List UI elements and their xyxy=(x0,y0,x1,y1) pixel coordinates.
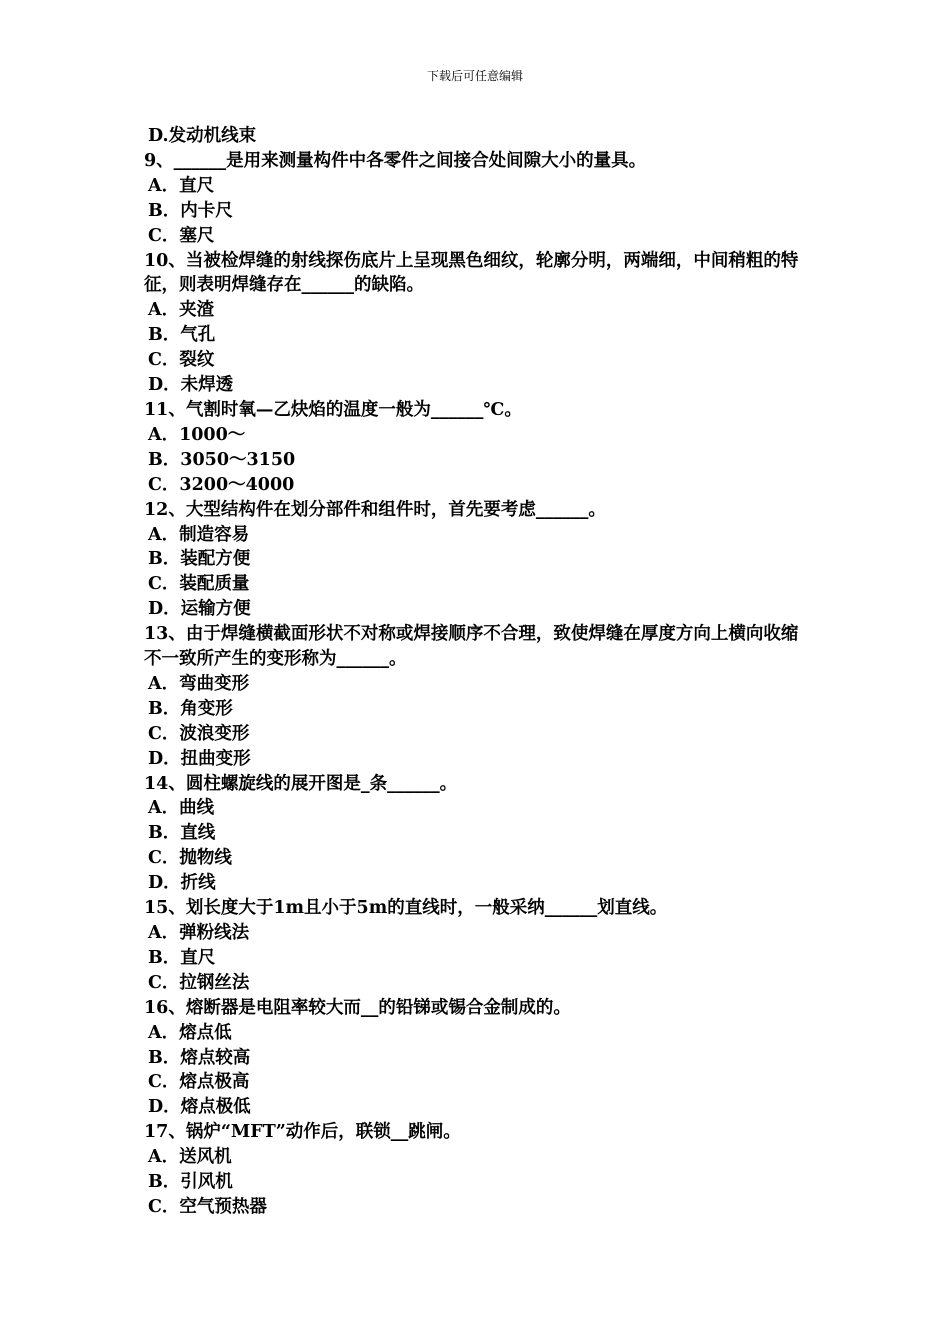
answer-option: C．空气预热器 xyxy=(148,1196,267,1217)
answer-option: B．直尺 xyxy=(148,947,216,968)
question-text: 11、气割时氧—乙炔焰的温度一般为______℃。 xyxy=(144,399,522,420)
answer-option: C．熔点极高 xyxy=(148,1072,250,1093)
answer-option: A．熔点低 xyxy=(148,1022,232,1043)
answer-option: A．弯曲变形 xyxy=(148,673,250,694)
answer-option: B．角变形 xyxy=(148,698,233,719)
answer-option: D．未焊透 xyxy=(148,375,234,396)
answer-option: B．引风机 xyxy=(148,1172,233,1193)
answer-option: A．送风机 xyxy=(148,1147,232,1168)
answer-option: A．夹渣 xyxy=(148,300,215,321)
question-text: 12、大型结构件在划分部件和组件时，首先要考虑______。 xyxy=(144,499,606,520)
answer-option: D.发动机线束 xyxy=(148,126,257,146)
answer-option: C．裂纹 xyxy=(148,350,215,371)
answer-option: B．3050～3150 xyxy=(148,449,296,470)
question-text: 17、锅炉“MFT”动作后，联锁__跳闸。 xyxy=(144,1122,461,1143)
question-text: 14、圆柱螺旋线的展开图是_条______。 xyxy=(144,773,458,794)
answer-option: B．熔点较高 xyxy=(148,1047,251,1068)
question-text: 15、划长度大于1m且小于5m的直线时，一般采纳______划直线。 xyxy=(144,898,668,919)
answer-option: A．1000～ xyxy=(148,424,246,445)
answer-option: D．扭曲变形 xyxy=(148,748,251,769)
answer-option: B．内卡尺 xyxy=(148,200,233,221)
question-text: 10、当被检焊缝的射线探伤底片上呈现黑色细纹，轮廓分明，两端细，中间稍粗的特征，则表明焊缝存在______的缺陷。 xyxy=(144,250,799,296)
document-body xyxy=(144,124,810,1220)
answer-option: D．运输方便 xyxy=(148,599,251,620)
answer-option: C．塞尺 xyxy=(148,225,215,246)
answer-option: A．曲线 xyxy=(148,798,215,819)
answer-option: A．弹粉线法 xyxy=(148,923,250,943)
answer-option: C．拉钢丝法 xyxy=(148,972,250,993)
question-text: 9、______是用来测量构件中各零件之间接合处间隙大小的量具。 xyxy=(144,150,647,171)
answer-option: B．气孔 xyxy=(148,325,216,346)
answer-option: B．直线 xyxy=(148,823,216,844)
answer-option: C．装配质量 xyxy=(148,574,250,595)
question-text: 16、熔断器是电阻率较大而__的铅锑或锡合金制成的。 xyxy=(144,997,571,1018)
answer-option: C．3200～4000 xyxy=(148,474,295,495)
answer-option: C．波浪变形 xyxy=(148,723,250,744)
answer-option: C．抛物线 xyxy=(148,848,232,869)
answer-option: A．制造容易 xyxy=(148,524,250,545)
answer-option: D．熔点极低 xyxy=(148,1097,251,1118)
answer-option: A．直尺 xyxy=(148,175,215,196)
answer-option: B．装配方便 xyxy=(148,549,251,570)
question-text: 13、由于焊缝横截面形状不对称或焊接顺序不合理，致使焊缝在厚度方向上横向收缩不一致所产生的变形称为______。 xyxy=(144,624,799,670)
page-header: 下载后可任意编辑 xyxy=(426,69,523,83)
answer-option: D．折线 xyxy=(148,873,216,894)
